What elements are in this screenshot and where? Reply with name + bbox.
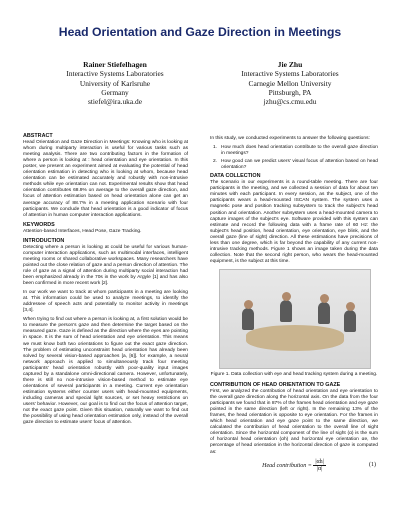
equation-number: (1) — [369, 461, 376, 468]
question-text: How much does head orientation contribute to the overall gaze direction in meetings? — [221, 145, 378, 157]
author-name: Jie Zhu — [277, 60, 303, 69]
author-institution: Carnegie Mellon University — [248, 78, 332, 88]
abstract-heading: ABSTRACT — [23, 133, 53, 139]
question-number: 2. — [212, 159, 217, 165]
equation-numerator: |αh| — [315, 458, 324, 465]
right-column — [210, 136, 378, 474]
author-block-2 — [225, 60, 355, 106]
meeting-table — [246, 325, 344, 351]
keywords-heading: KEYWORDS — [23, 221, 55, 228]
question-text: How good can we predict users' visual focus of attention based on head orientation? — [221, 159, 378, 171]
data-collection-heading: DATA COLLECTION — [210, 173, 261, 180]
participant-head — [244, 300, 253, 309]
participant-head — [282, 292, 291, 301]
left-column — [23, 132, 188, 429]
participant-figure — [318, 302, 330, 324]
participant-head — [320, 294, 329, 303]
author-name: Rainer Stiefelhagen — [83, 60, 147, 69]
question-item — [210, 159, 378, 171]
contribution-heading: CONTRIBUTION OF HEAD ORIENTATION TO GAZE — [210, 381, 341, 388]
data-collection-text: The scenario in our experiments is a round-table meeting. There are four participants in the meeting, and we collected a session of data for about ten minutes with each participant. In every session, as the subject, one of the participants wears a head-mounted ISCAN system. The system uses a magnetic pose and position tracking subsystem to track the subject's head position and orientation. Another subsystem uses a head-mounted camera to capture images of the subject's eye. Software provided with this system can estimate and record the following data with a frame rate of 60 Hz: the subject's head position, head orientation, eye orientation, eye blink, and the overall gaze (line of sight) direction. All these estimations have precisions of less than one degree, which is far beyond the capability of any current non-intrusive tracking methods. Figure 1 shows an image taken during the data collection. Note that the second right person, who wears the head-mounted equipment, is the subject at this time. — [210, 180, 378, 264]
figure-caption: Figure 1. Data collection with eye and head tracking system during a meeting. — [210, 371, 378, 377]
paper-title: Head Orientation and Gaze Direction in Meetings — [58, 25, 342, 39]
contribution-text: First, we analyzed the contribution of head orientation and eye orientation to the overall gaze direction along the horizontal axis. On the data from the four participants we found that in 87% of the frames head orientation and eye gaze pointed in the same direction (left or right). In the remaining 13% of the frames, the head orientation is opposite to eye orientation. For the frames in which head orientation and eye gaze point to the same direction, we calculated the contribution of head orientation to the overall line of sight orientation. Since the horizontal component of the line of sight (α) is the sum of horizontal head orientation (αh) and horizontal eye orientation αe, the percentage of head orientation in the horizontal direction of gaze is computed as: — [210, 389, 378, 455]
keywords-text: Attention-based Interfaces, Head Pose, Gaze Tracking. — [23, 228, 142, 234]
study-intro: In this study, we conducted experiments to answer the following questions: — [210, 136, 370, 141]
equation — [210, 459, 378, 472]
equation-lhs: Head contribution = — [262, 462, 312, 469]
participant-figure — [344, 310, 356, 332]
introduction-heading: INTRODUCTION — [23, 237, 65, 244]
author-block-1 — [40, 60, 190, 106]
equation-denominator: |α| — [316, 465, 323, 472]
author-location: Pittsburgh, PA — [268, 87, 312, 97]
equation-fraction — [313, 459, 326, 472]
author-affiliation: Interactive Systems Laboratories — [241, 69, 339, 79]
author-affiliation: Interactive Systems Laboratories — [66, 69, 164, 79]
author-email: jzhu@cs.cmu.edu — [263, 97, 317, 107]
participant-figure — [280, 300, 292, 322]
question-number: 1. — [212, 145, 217, 151]
author-institution: University of Karlsruhe — [79, 78, 151, 88]
intro-paragraph: Detecting where a person is looking at could be useful for various human-computer interaction applications, such as multimodal interfaces, intelligent meeting rooms or shared collaborative workspaces. Many researchers have pointed out the close relation of gaze and a person direction of attention. The role of gaze as a signal of attention during multiparty social interaction had been emphasized already in the 70s in the work by Argyle [1] and has also been confirmed in more recent work [2]. — [23, 244, 188, 287]
question-item — [210, 145, 378, 157]
abstract-text: Head Orientation and Gaze Direction in Meetings: Knowing who is looking at whom during multiparty interaction is useful for various tasks such as meeting analysis. There are two contributing factors in the formation of where a person is looking at : head orientation and eye orientation. In this poster, we present an experiment aimed at evaluating the potential of head orientation estimation in detecting who is looking at whom, because head orientation can be estimated accurately and robustly with non-intrusive methods while eye orientation can not. Experimental results show that head orientation contributes 68.9% on average to the overall gaze direction, and focus of attention estimation based on head orientation alone can get an average accuracy of 88.7% in a meeting application scenario with four participants. We conclude that head orientation is a good indicator of focus of attention in human computer interaction applications. — [23, 140, 188, 218]
intro-paragraph: In our work we want to track at whom participants in a meeting are looking at. This information could be used to analyze meetings, to identify the addressee of speech acts and potentially to monitor activity in meetings [3,4]. — [23, 290, 188, 314]
author-email: stiefel@ira.uka.de — [87, 97, 142, 107]
participant-head — [346, 302, 355, 311]
author-location: Germany — [101, 87, 129, 97]
meeting-photo — [219, 269, 371, 369]
participant-figure — [242, 308, 254, 330]
intro-paragraph: When trying to find out where a person is looking at, a first solution would be to measure the person's gaze and then determine the target based on the measured gaze. Gaze is defined as the direction where the eyes are pointing in space. It is the sum of head orientation and eye orientation. This means we must know both two orientations to figure out the exact gaze direction. The problem of estimating unconstraint head orientation has already been solved by several vision-based approaches [a, [6]]. for example, a neural network approach is applied to simultaneously track four meeting participants' head orientation robustly with poor-quality input images captured by a standalone omni-directional camera. However, unfortunately, there is still no non-intrusive vision-based method to estimate eye orientations of several participants in a meeting. Current eye orientation estimation systems either counter users with head-mounted equipments, including cameras and special light sources, or set heavy restrictions on users' behavior. However, our goal is to find out the focus of attention target, not the exact gaze point. Given this situation, naturally we want to find out the possibility of using head orientation estimation only, instead of the overall gaze direction to estimate users' focus of attention. — [23, 317, 188, 426]
